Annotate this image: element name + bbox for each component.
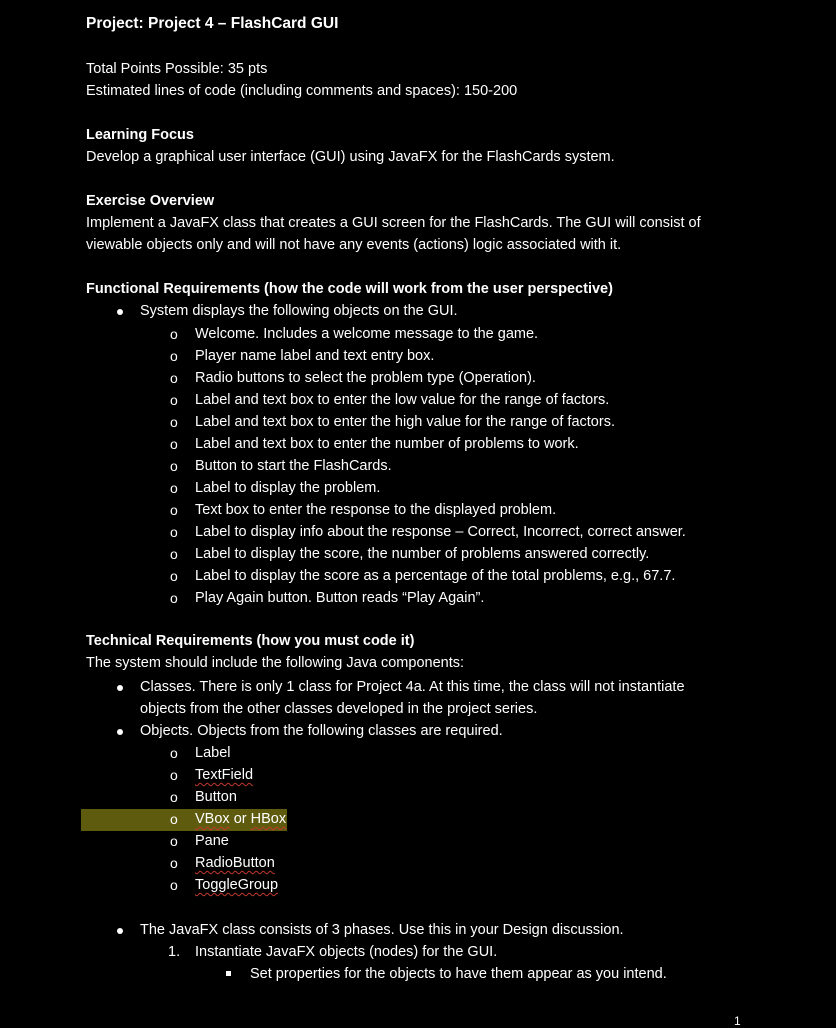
object-item: Pane	[195, 833, 229, 849]
functional-heading: Functional Requirements (how the code will work from the user perspective)	[86, 281, 613, 297]
object-item: Label	[195, 745, 231, 761]
object-item: TextField	[195, 767, 254, 783]
square-bullet-icon	[226, 971, 231, 976]
circle-bullet-icon: o	[170, 789, 178, 805]
circle-bullet-icon: o	[170, 392, 178, 408]
circle-bullet-icon: o	[170, 502, 178, 518]
classes-line1: Classes. There is only 1 class for Project 4a. At this time, the class will not instantiate	[140, 679, 685, 695]
phase-number: 1.	[168, 944, 181, 960]
functional-item: Text box to enter the response to the displayed problem.	[195, 502, 557, 518]
functional-item: Label and text box to enter the low value for the range of factors.	[195, 392, 610, 408]
object-item: RadioButton	[195, 855, 275, 871]
functional-item: Label to display info about the response – Correct, Incorrect, correct answer.	[195, 524, 686, 540]
object-item-vbox: VBox	[195, 811, 230, 827]
bullet-icon	[117, 309, 123, 315]
total-points: Total Points Possible: 35 pts	[86, 61, 268, 77]
circle-bullet-icon: o	[170, 348, 178, 364]
learning-focus-heading: Learning Focus	[86, 127, 194, 143]
functional-item: Label and text box to enter the number of problems to work.	[195, 436, 579, 452]
circle-bullet-icon: o	[170, 811, 178, 827]
exercise-overview-line1: Implement a JavaFX class that creates a GUI screen for the FlashCards. The GUI will consist of	[86, 215, 701, 231]
object-item-vbox-hbox	[195, 810, 286, 828]
circle-bullet-icon: o	[170, 524, 178, 540]
page-number: 1	[734, 1014, 741, 1028]
circle-bullet-icon: o	[170, 414, 178, 430]
object-item-or: or	[229, 811, 251, 827]
functional-item: Label to display the score, the number of problems answered correctly.	[195, 546, 650, 562]
functional-item: Button to start the FlashCards.	[195, 458, 392, 474]
functional-item: Label to display the problem.	[195, 480, 381, 496]
bullet-icon	[117, 685, 123, 691]
learning-focus-text: Develop a graphical user interface (GUI) using JavaFX for the FlashCards system.	[86, 149, 615, 165]
circle-bullet-icon: o	[170, 458, 178, 474]
functional-item: Player name label and text entry box.	[195, 348, 435, 364]
circle-bullet-icon: o	[170, 370, 178, 386]
circle-bullet-icon: o	[170, 568, 178, 584]
circle-bullet-icon: o	[170, 326, 178, 342]
functional-item: Radio buttons to select the problem type (Operation).	[195, 370, 536, 386]
document-title: Project: Project 4 – FlashCard GUI	[86, 15, 339, 32]
circle-bullet-icon: o	[170, 745, 178, 761]
circle-bullet-icon: o	[170, 546, 178, 562]
functional-item: Play Again button. Button reads “Play Again”.	[195, 590, 485, 606]
circle-bullet-icon: o	[170, 767, 178, 783]
circle-bullet-icon: o	[170, 480, 178, 496]
circle-bullet-icon: o	[170, 590, 178, 606]
functional-bullet: System displays the following objects on the GUI.	[140, 303, 458, 319]
functional-item: Label to display the score as a percentage of the total problems, e.g., 67.7.	[195, 568, 676, 584]
circle-bullet-icon: o	[170, 833, 178, 849]
exercise-overview-heading: Exercise Overview	[86, 193, 215, 209]
bullet-icon	[117, 729, 123, 735]
functional-item: Welcome. Includes a welcome message to the game.	[195, 326, 539, 342]
object-item: ToggleGroup	[195, 877, 279, 893]
bullet-icon	[117, 928, 123, 934]
estimated-lines: Estimated lines of code (including comments and spaces): 150-200	[86, 83, 518, 99]
circle-bullet-icon: o	[170, 877, 178, 893]
circle-bullet-icon: o	[170, 436, 178, 452]
circle-bullet-icon: o	[170, 855, 178, 871]
technical-heading: Technical Requirements (how you must code it)	[86, 633, 415, 649]
objects-line: Objects. Objects from the following classes are required.	[140, 723, 503, 739]
object-item-hbox: HBox	[250, 811, 287, 827]
classes-line2: objects from the other classes developed in the project series.	[140, 701, 538, 717]
exercise-overview-line2: viewable objects only and will not have any events (actions) logic associated with it.	[86, 237, 622, 253]
phase1-subitem: Set properties for the objects to have them appear as you intend.	[250, 966, 667, 982]
object-item: Button	[195, 789, 237, 805]
technical-intro: The system should include the following Java components:	[86, 655, 465, 671]
functional-item: Label and text box to enter the high value for the range of factors.	[195, 414, 615, 430]
phases-line: The JavaFX class consists of 3 phases. Use this in your Design discussion.	[140, 922, 624, 938]
phase1-text: Instantiate JavaFX objects (nodes) for the GUI.	[195, 944, 498, 960]
